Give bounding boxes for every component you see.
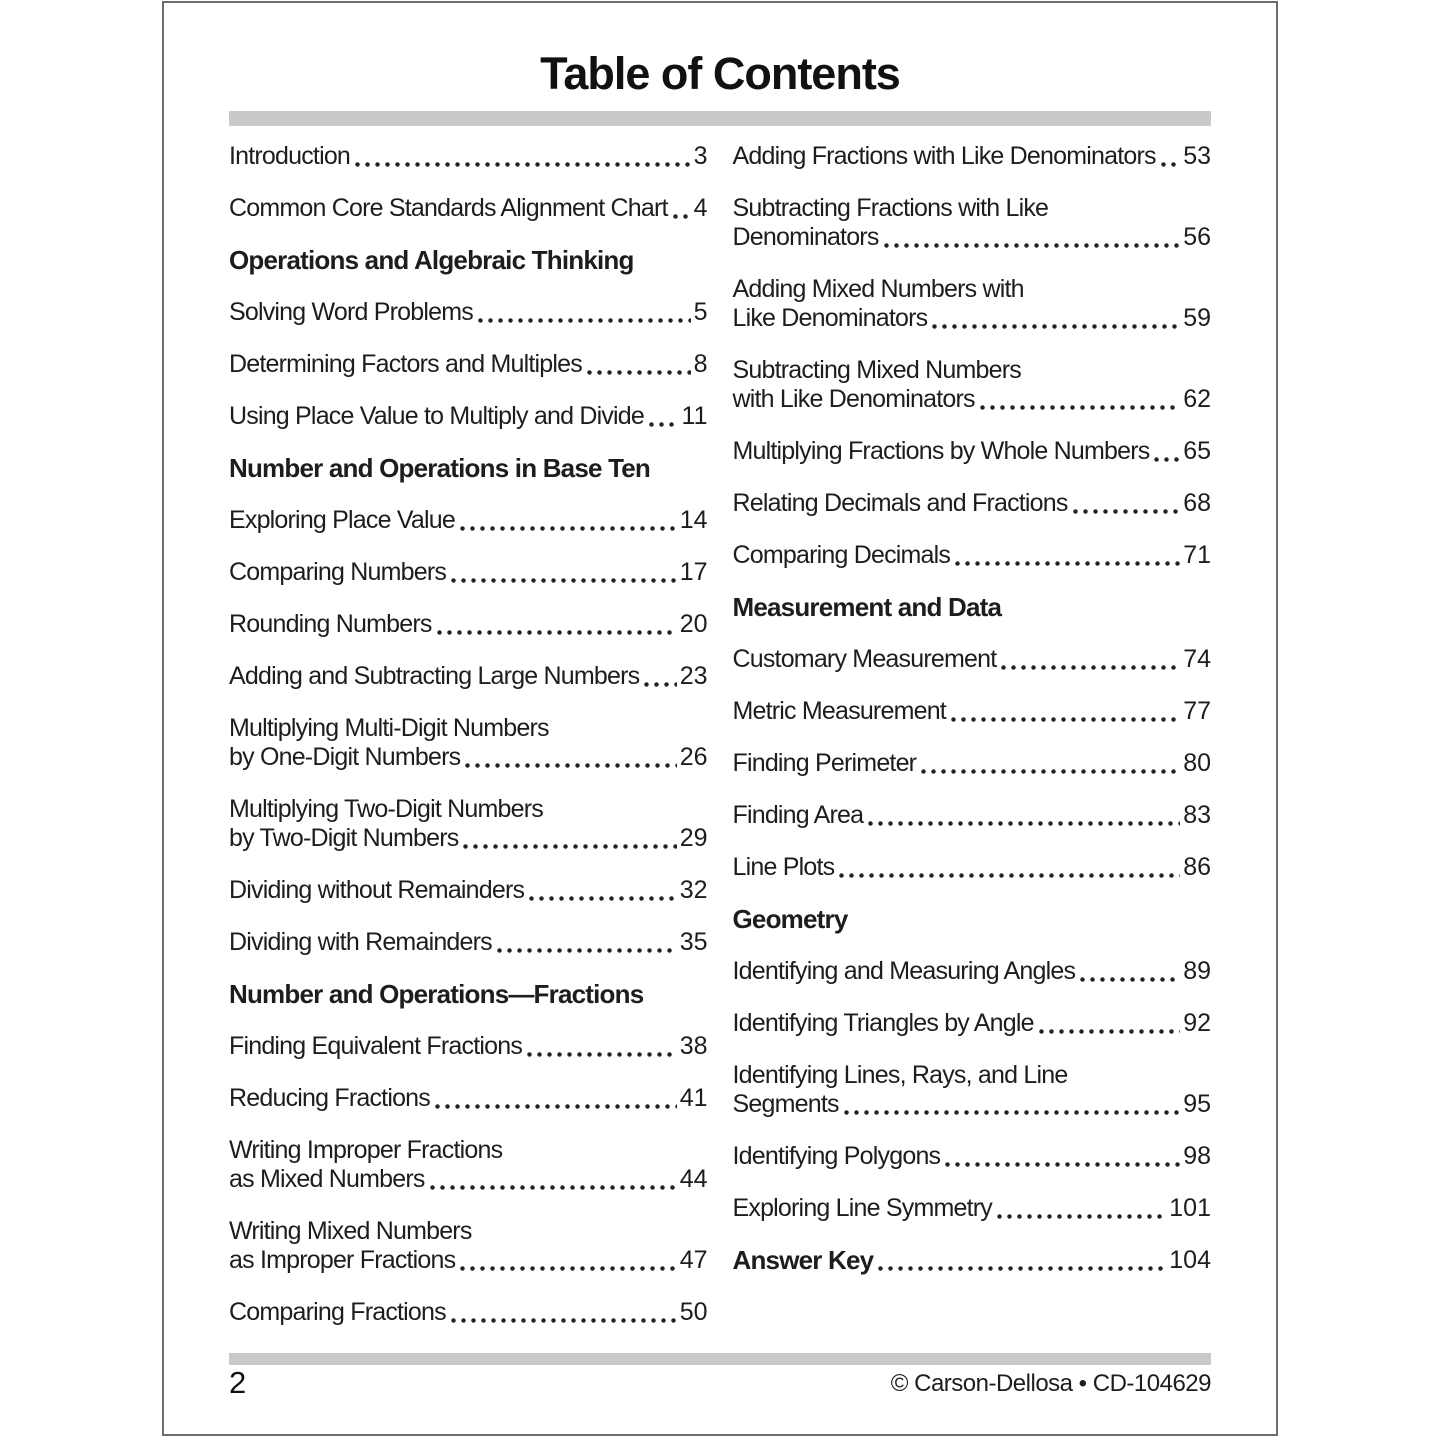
entry-title: Line Plots: [732, 853, 835, 881]
entry-title: Subtracting Mixed Numbers: [732, 356, 1021, 384]
toc-entry: [733, 1142, 1212, 1171]
entry-title: Like Denominators: [732, 304, 928, 332]
entry-title: Determining Factors and Multiples: [229, 350, 582, 378]
entry-page-number: 77: [1183, 697, 1211, 725]
entry-page-number: 8: [693, 350, 708, 378]
entry-title: as Improper Fractions: [229, 1246, 456, 1274]
entry-title: Adding Mixed Numbers with: [732, 275, 1024, 303]
entry-page-number: 86: [1183, 853, 1211, 881]
dot-leader: [451, 578, 677, 583]
entry-page-number: 83: [1183, 801, 1211, 829]
dot-leader: [868, 821, 1180, 826]
dot-leader: [355, 162, 691, 167]
entry-title: Subtracting Fractions with Like: [732, 194, 1049, 222]
toc-entry: [229, 350, 708, 379]
dot-leader: [460, 526, 677, 531]
toc-entry: [229, 142, 708, 171]
entry-title: Finding Area: [732, 801, 864, 829]
entry-page-number: 11: [681, 402, 708, 430]
entry-title: Using Place Value to Multiply and Divide: [229, 402, 644, 430]
page-footer: [229, 1366, 1211, 1400]
dot-leader: [945, 1162, 1180, 1167]
entry-title: Denominators: [732, 223, 879, 251]
entry-title: Identifying Lines, Rays, and Line: [732, 1061, 1068, 1089]
book-page: [162, 1, 1278, 1436]
entry-page-number: 23: [679, 662, 708, 690]
entry-title: by One-Digit Numbers: [229, 743, 461, 771]
section-heading-text: Geometry: [732, 904, 848, 934]
dot-leader: [478, 318, 691, 323]
toc-entry: [733, 801, 1212, 830]
entry-page-number: 17: [679, 558, 708, 586]
dot-leader: [839, 873, 1180, 878]
entry-title: Multiplying Two-Digit Numbers: [229, 795, 543, 823]
dot-leader: [527, 1052, 677, 1057]
dot-leader: [649, 422, 679, 427]
entry-title: Exploring Place Value: [229, 506, 455, 534]
entry-page-number: 47: [679, 1246, 708, 1274]
toc-entry: [229, 1136, 708, 1194]
entry-title: Multiplying Multi-Digit Numbers: [229, 714, 549, 742]
toc-section-heading: [229, 454, 708, 483]
dot-leader: [673, 214, 691, 219]
dot-leader: [1039, 1029, 1180, 1034]
entry-title: with Like Denominators: [732, 385, 975, 413]
entry-page-number: 3: [693, 142, 708, 170]
dot-leader: [932, 324, 1180, 329]
toc-column-left: [229, 142, 708, 1350]
toc-entry: [733, 541, 1212, 570]
entry-title: Dividing without Remainders: [229, 876, 525, 904]
dot-leader: [644, 682, 676, 687]
entry-page-number: 56: [1183, 223, 1211, 251]
toc-entry: [229, 1217, 708, 1275]
entry-title: Solving Word Problems: [229, 298, 473, 326]
entry-title: Finding Equivalent Fractions: [229, 1032, 523, 1060]
dot-leader: [460, 1266, 676, 1271]
entry-title: Multiplying Fractions by Whole Numbers: [732, 437, 1150, 465]
dot-leader: [980, 405, 1180, 410]
toc-entry: [229, 1084, 708, 1113]
entry-title: Rounding Numbers: [229, 610, 432, 638]
entry-page-number: 71: [1183, 541, 1211, 569]
entry-page-number: 62: [1183, 385, 1211, 413]
entry-page-number: 26: [679, 743, 708, 771]
toc-entry: [229, 506, 708, 535]
toc-entry: [733, 697, 1212, 726]
entry-title: Comparing Decimals: [732, 541, 951, 569]
entry-title: Writing Improper Fractions: [229, 1136, 503, 1164]
entry-title: Comparing Numbers: [229, 558, 447, 586]
toc-entry: [229, 1032, 708, 1061]
entry-title: Relating Decimals and Fractions: [732, 489, 1068, 517]
dot-leader: [463, 844, 676, 849]
entry-page-number: 41: [679, 1084, 708, 1112]
footer-copyright: © Carson-Dellosa • CD-104629: [890, 1370, 1211, 1397]
entry-page-number: 20: [679, 610, 708, 638]
entry-page-number: 32: [679, 876, 708, 904]
entry-title: Identifying Polygons: [732, 1142, 941, 1170]
toc-entry: [733, 194, 1212, 252]
toc-entry: [733, 645, 1212, 674]
toc-entry: [733, 489, 1212, 518]
entry-title: Exploring Line Symmetry: [732, 1194, 992, 1222]
toc-entry: [229, 662, 708, 691]
dot-leader: [587, 370, 691, 375]
toc-entry: [229, 928, 708, 957]
entry-title: Customary Measurement: [732, 645, 997, 673]
toc-section-heading: [733, 593, 1212, 622]
entry-title: Comparing Fractions: [229, 1298, 446, 1326]
dot-leader: [997, 1214, 1166, 1219]
toc-entry: [229, 402, 708, 431]
toc-entry: [229, 795, 708, 853]
entry-page-number: 4: [693, 194, 708, 222]
toc-entry: [733, 1061, 1212, 1119]
entry-title: Writing Mixed Numbers: [229, 1217, 472, 1245]
entry-title: Reducing Fractions: [229, 1084, 430, 1112]
toc-column-right: [733, 142, 1212, 1350]
entry-page-number: 5: [693, 298, 708, 326]
dot-leader: [435, 1104, 677, 1109]
entry-page-number: 14: [679, 506, 708, 534]
entry-page-number: 101: [1169, 1194, 1211, 1222]
entry-page-number: 104: [1169, 1246, 1211, 1274]
footer-page-number: 2: [229, 1365, 247, 1400]
dot-leader: [1073, 509, 1181, 514]
dot-leader: [921, 769, 1180, 774]
dot-leader: [951, 717, 1180, 722]
toc-entry: [229, 610, 708, 639]
toc-section-heading: [229, 980, 708, 1009]
entry-page-number: 68: [1183, 489, 1211, 517]
entry-page-number: 50: [679, 1298, 708, 1326]
entry-page-number: 53: [1183, 142, 1211, 170]
entry-title: Adding and Subtracting Large Numbers: [229, 662, 640, 690]
entry-title: Identifying Triangles by Angle: [732, 1009, 1034, 1037]
entry-page-number: 65: [1183, 437, 1211, 465]
entry-title: as Mixed Numbers: [229, 1165, 425, 1193]
dot-leader: [884, 243, 1181, 248]
toc-entry: [733, 749, 1212, 778]
dot-leader: [497, 948, 677, 953]
entry-title: by Two-Digit Numbers: [229, 824, 459, 852]
title-divider-bar: [229, 111, 1211, 126]
entry-page-number: 35: [679, 928, 708, 956]
toc-entry: [229, 1298, 708, 1327]
toc-entry: [229, 298, 708, 327]
entry-page-number: 59: [1183, 304, 1211, 332]
entry-title: Common Core Standards Alignment Chart: [229, 194, 668, 222]
footer-divider-bar: [229, 1353, 1211, 1365]
entry-title: Dividing with Remainders: [229, 928, 492, 956]
toc-entry: [733, 957, 1212, 986]
dot-leader: [437, 630, 677, 635]
dot-leader: [430, 1185, 677, 1190]
entry-page-number: 80: [1183, 749, 1211, 777]
entry-page-number: 95: [1183, 1090, 1211, 1118]
section-heading-text: Operations and Algebraic Thinking: [229, 245, 634, 275]
entry-title: Introduction: [229, 142, 351, 170]
toc-entry: [229, 194, 708, 223]
dot-leader: [1154, 457, 1180, 462]
dot-leader: [1080, 977, 1180, 982]
dot-leader: [1161, 162, 1181, 167]
dot-leader: [878, 1266, 1166, 1271]
entry-page-number: 29: [679, 824, 708, 852]
section-heading-text: Number and Operations—Fractions: [229, 979, 644, 1009]
entry-page-number: 38: [679, 1032, 708, 1060]
toc-entry: [733, 356, 1212, 414]
dot-leader: [1001, 665, 1180, 670]
toc-section-heading: [229, 246, 708, 275]
dot-leader: [955, 561, 1180, 566]
entry-title: Identifying and Measuring Angles: [732, 957, 1076, 985]
entry-page-number: 92: [1183, 1009, 1211, 1037]
toc-entry: [733, 437, 1212, 466]
entry-title: Metric Measurement: [732, 697, 946, 725]
section-heading-text: Number and Operations in Base Ten: [229, 453, 650, 483]
toc-entry: [733, 1194, 1212, 1223]
section-heading-text: Measurement and Data: [732, 592, 1002, 622]
entry-title: Segments: [732, 1090, 839, 1118]
entry-title: Answer Key: [732, 1245, 874, 1275]
page-title: Table of Contents: [540, 48, 900, 99]
toc-entry: [229, 876, 708, 905]
entry-page-number: 89: [1183, 957, 1211, 985]
toc-entry: [229, 714, 708, 772]
dot-leader: [465, 763, 676, 768]
toc-entry: [733, 142, 1212, 171]
dot-leader: [844, 1110, 1181, 1115]
entry-title: Finding Perimeter: [732, 749, 917, 777]
dot-leader: [529, 896, 676, 901]
entry-page-number: 44: [679, 1165, 708, 1193]
toc-entry: [733, 1009, 1212, 1038]
entry-page-number: 74: [1183, 645, 1211, 673]
toc-columns: [229, 142, 1211, 1350]
toc-entry: [229, 558, 708, 587]
toc-section-heading: [733, 905, 1212, 934]
toc-entry: [733, 853, 1212, 882]
toc-entry: [733, 1246, 1212, 1275]
toc-entry: [733, 275, 1212, 333]
entry-page-number: 98: [1183, 1142, 1211, 1170]
dot-leader: [451, 1318, 677, 1323]
entry-title: Adding Fractions with Like Denominators: [732, 142, 1156, 170]
